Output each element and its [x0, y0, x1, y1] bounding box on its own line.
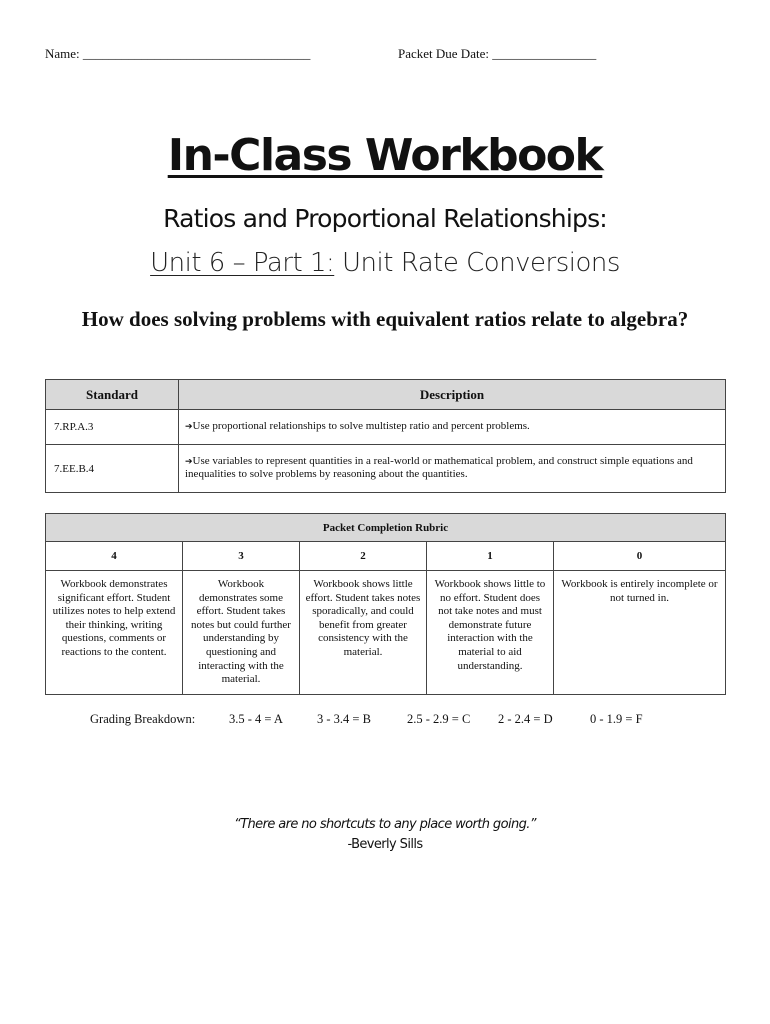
- standard-code: 7.RP.A.3: [46, 410, 179, 445]
- table-row: [46, 410, 726, 445]
- name-field[interactable]: [45, 46, 310, 62]
- criteria-3: Workbook demonstrates some effort. Student takes notes but could further understanding by questioning and interacting with the material.: [183, 571, 300, 695]
- rubric-table: [45, 513, 726, 695]
- grade-b: 3 - 3.4 = B: [317, 712, 371, 726]
- score-1: 1: [427, 542, 554, 571]
- due-date-label: Packet Due Date:: [398, 46, 489, 61]
- criteria-0: Workbook is entirely incomplete or not turned in.: [554, 571, 726, 695]
- standards-table: [45, 379, 726, 493]
- criteria-2: Workbook shows little effort. Student takes notes sporadically, and could benefit from greater consistency with the material.: [300, 571, 427, 695]
- arrow-icon: ➔: [185, 455, 193, 466]
- rubric-score-row: [46, 542, 726, 571]
- rubric-criteria-row: [46, 571, 726, 695]
- grade-a: 3.5 - 4 = A: [229, 712, 283, 726]
- name-blank[interactable]: ___________________________________: [82, 46, 311, 61]
- quote-text: “There are no shortcuts to any place worth going.”: [234, 817, 536, 832]
- score-4: 4: [46, 542, 183, 571]
- unit-heading: [0, 248, 770, 278]
- essential-question: How does solving problems with equivalent ratios relate to algebra?: [81, 307, 689, 331]
- arrow-icon: ➔: [185, 420, 193, 431]
- grade-d: 2 - 2.4 = D: [498, 712, 553, 726]
- grading-label: Grading Breakdown:: [90, 712, 196, 726]
- score-0: 0: [554, 542, 726, 571]
- table-row: [46, 445, 726, 493]
- grade-f: 0 - 1.9 = F: [590, 712, 643, 726]
- standard-description: [179, 410, 726, 445]
- criteria-4: Workbook demonstrates significant effort. Student utilizes notes to help extend their thinking, writing questions, comments or reactions to the content.: [46, 571, 183, 695]
- due-date-field[interactable]: [398, 46, 596, 62]
- description-column-header: Description: [179, 380, 726, 410]
- page-subtitle: Ratios and Proportional Relationships:: [163, 204, 607, 233]
- quote-author: -Beverly Sills: [347, 837, 423, 852]
- unit-prefix: Unit 6 – Part 1:: [150, 248, 335, 278]
- due-date-blank[interactable]: ________________: [492, 46, 597, 61]
- quote-block: [0, 815, 770, 855]
- rubric-title: Packet Completion Rubric: [46, 514, 726, 542]
- page-title: In-Class Workbook: [167, 130, 603, 181]
- standard-column-header: Standard: [46, 380, 179, 410]
- name-label: Name:: [45, 46, 80, 61]
- unit-name: Unit Rate Conversions: [342, 248, 620, 278]
- standard-code: 7.EE.B.4: [46, 445, 179, 493]
- score-3: 3: [183, 542, 300, 571]
- rubric-header-row: [46, 514, 726, 542]
- standard-description-text: Use variables to represent quantities in a real-world or mathematical problem, and construct simple equations and inequalities to solve problems by reasoning about the quantities.: [185, 454, 693, 480]
- standard-description-text: Use proportional relationships to solve multistep ratio and percent problems.: [192, 419, 530, 432]
- standard-description: [179, 445, 726, 493]
- criteria-1: Workbook shows little to no effort. Student does not take notes and must demonstrate future interaction with the material to aid understanding.: [427, 571, 554, 695]
- grade-c: 2.5 - 2.9 = C: [407, 712, 471, 726]
- standards-header-row: [46, 380, 726, 410]
- score-2: 2: [300, 542, 427, 571]
